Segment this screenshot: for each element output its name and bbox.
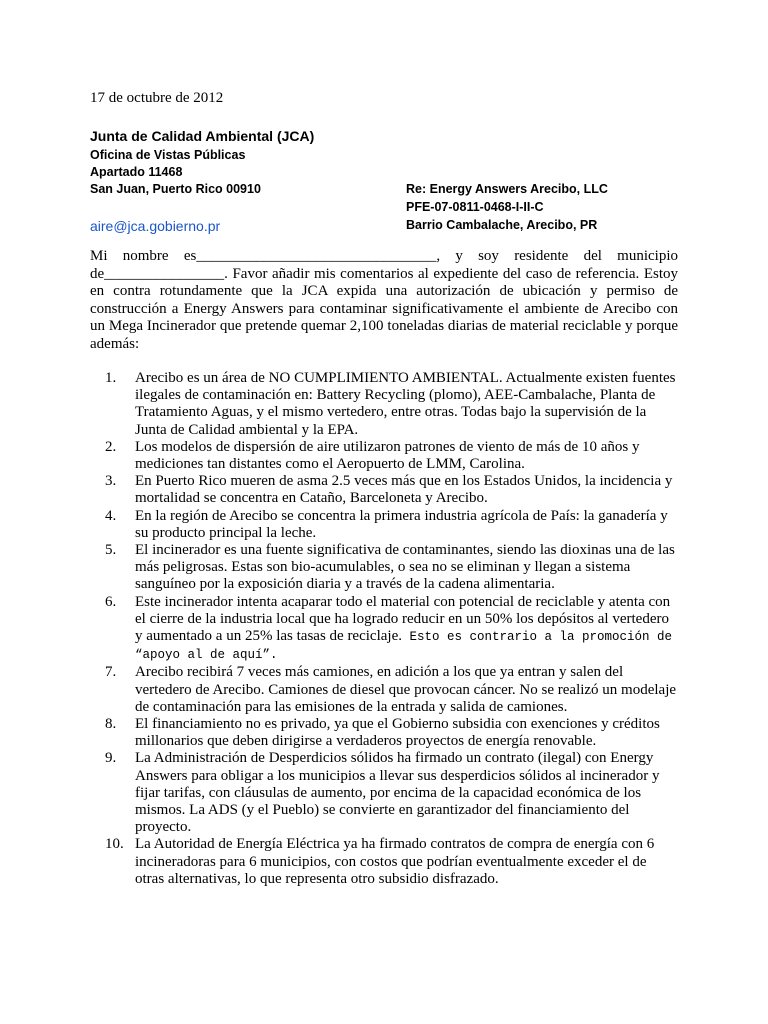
item-number: 3. (105, 473, 117, 490)
letter-date: 17 de octubre de 2012 (90, 90, 224, 106)
addressee-office: Oficina de Vistas Públicas (90, 148, 246, 162)
item-number: 7. (105, 664, 117, 681)
reference-re: Re: Energy Answers Arecibo, LLC (406, 182, 608, 196)
item-number: 9. (105, 750, 117, 767)
item-text: La Autoridad de Energía Eléctrica ya ha firmado contratos de compra de energía con 6 incineradoras para 6 municipios, con costos que podrían eventualmente exceder el de otras alternativas, lo que representa otro subsidio disfrazado. (135, 836, 655, 887)
item-text: Este incinerador intenta acaparar todo el material con potencial de reciclable y atenta con el cierre de la industria local que ha logrado reducir en un 50% los depósitos al vertedero y aumentado a un 25% las tasas de reciclaje. (135, 593, 671, 645)
list-item (105, 370, 678, 439)
item-number: 6. (105, 593, 117, 610)
item-number: 8. (105, 716, 117, 733)
addressee-city: San Juan, Puerto Rico 00910 (90, 182, 261, 196)
list-item (105, 508, 678, 542)
reference-case: PFE-07-0811-0468-I-II-C (406, 200, 544, 214)
addressee-email-link[interactable]: aire@jca.gobierno.pr (90, 218, 221, 234)
item-number: 10. (105, 836, 124, 853)
reference-location: Barrio Cambalache, Arecibo, PR (406, 218, 598, 232)
item-text: En Puerto Rico mueren de asma 2.5 veces más que en los Estados Unidos, la incidencia y mortalidad se concentra en Cataño, Barceloneta y Arecibo. (135, 473, 673, 507)
item-extra-text: Esto es contrario a la promoción de “apoyo al de aquí”. (135, 630, 673, 663)
list-item (105, 542, 678, 594)
list-item (105, 716, 678, 750)
addressee-box: Apartado 11468 (90, 165, 183, 179)
item-text: El financiamiento no es privado, ya que el Gobierno subsidia con exenciones y créditos millonarios que deben dirigirse a verdaderos proyectos de energía renovable. (135, 716, 660, 750)
list-item (105, 836, 678, 888)
item-text: La Administración de Desperdicios sólidos ha firmado un contrato (ilegal) con Energy Answers para obligar a los municipios a llevar sus desperdicios sólidos al incinerador y fijar tarifas, con cláusulas de aumento, por encima de la capacidad económica de los mismos. La ADS (y el Pueblo) se convierte en garantizador del financiamiento del proyecto. (135, 750, 660, 836)
item-number: 4. (105, 507, 117, 524)
list-item (105, 664, 678, 716)
intro-text: Mi nombre es________________________________, y soy residente del municipio de________________. Favor añadir mis comentarios al expediente del caso de referencia. Estoy en contra rotundamente que la JCA expida una autorización de ubicación y permiso de construcción a Energy Answers para contaminar significativamente el ambiente de Arecibo con un Mega Incinerador que pretende quemar 2,100 toneladas diarias de material reciclable y porque además: (90, 248, 678, 352)
item-text: El incinerador es una fuente significativa de contaminantes, siendo las dioxinas una de las más peligrosas. Estas son bio-acumulables, o sea no se eliminan y llegan a sistema sanguíneo por la exposición diaria y a través de la cadena alimentaria. (135, 542, 675, 593)
item-text: En la región de Arecibo se concentra la primera industria agrícola de País: la ganadería y su producto principal la leche. (135, 507, 668, 541)
list-item (105, 439, 678, 473)
list-item (105, 473, 678, 507)
item-number: 1. (105, 370, 117, 386)
item-text: Arecibo es un área de NO CUMPLIMIENTO AMBIENTAL. Actualmente existen fuentes ilegales de contaminación en: Battery Recycling (plomo), AEE-Cambalache, Planta de Tratamiento Aguas, y el mismo vertedero, entre otras. Todas bajo la supervisión de la Junta de Calidad ambiental y la EPA. (135, 370, 676, 438)
item-number: 2. (105, 438, 117, 455)
list-item (105, 750, 678, 836)
item-text: Arecibo recibirá 7 veces más camiones, en adición a los que ya entran y salen del vertedero de Arecibo. Camiones de diesel que provocan cáncer. No se realizó un modelaje de contaminación para las emisiones de la entrada y salida de camiones. (135, 664, 677, 715)
list-item (105, 594, 678, 665)
addressee-name: Junta de Calidad Ambiental (JCA) (90, 128, 315, 144)
item-text: Los modelos de dispersión de aire utilizaron patrones de viento de más de 10 años y mediciones tan distantes como el Aeropuerto de LMM, Carolina. (135, 438, 640, 473)
item-number: 5. (105, 542, 117, 559)
reasons-list (105, 370, 678, 888)
intro-paragraph (90, 248, 678, 354)
